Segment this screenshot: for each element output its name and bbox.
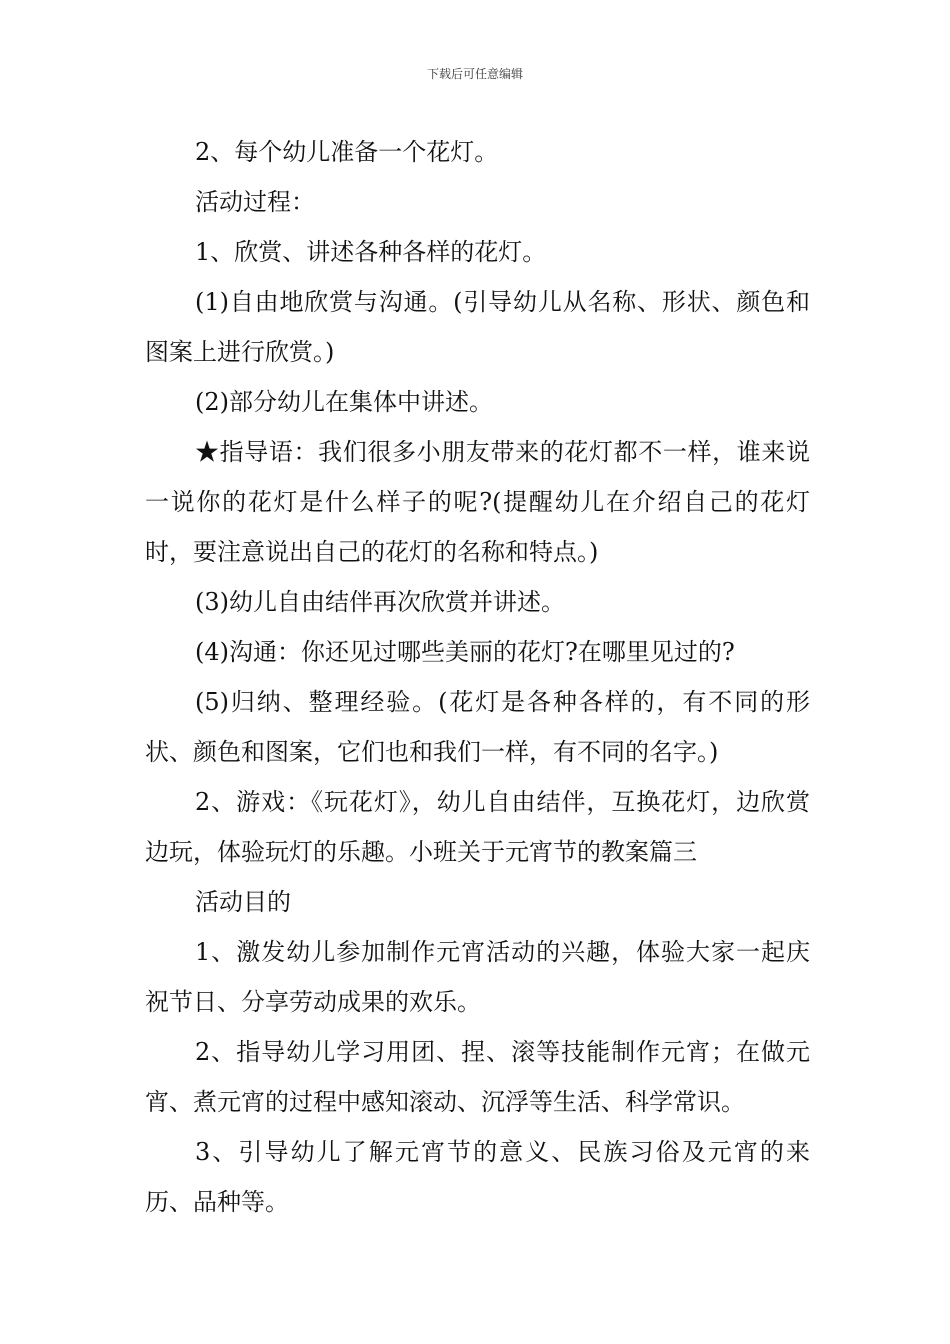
paragraph-substep-3: (3)幼儿自由结伴再次欣赏并讲述。	[195, 588, 565, 616]
paragraph-objectives-heading: 活动目的	[195, 888, 291, 916]
paragraph-substep-2: (2)部分幼儿在集体中讲述。	[195, 388, 493, 416]
paragraph-step-1: 1、欣赏、讲述各种各样的花灯。	[195, 238, 547, 266]
paragraph-substep-1: (1)自由地欣赏与沟通。(引导幼儿从名称、形状、颜色和图案上进行欣赏。)	[145, 288, 810, 366]
page-header-note: 下载后可任意编辑	[426, 67, 523, 81]
paragraph-step-2-game: 2、游戏：《玩花灯》，幼儿自由结伴，互换花灯，边欣赏边玩，体验玩灯的乐趣。小班关于元宵节的教案篇三	[145, 788, 810, 866]
paragraph-materials: 2、每个幼儿准备一个花灯。	[195, 138, 499, 166]
paragraph-objective-1: 1、激发幼儿参加制作元宵活动的兴趣，体验大家一起庆祝节日、分享劳动成果的欢乐。	[145, 938, 810, 1016]
paragraph-process-heading: 活动过程：	[195, 188, 315, 216]
paragraph-substep-5: (5)归纳、整理经验。(花灯是各种各样的，有不同的形状、颜色和图案，它们也和我们一样，有不同的名字。)	[145, 688, 810, 766]
paragraph-guidance: ★指导语：我们很多小朋友带来的花灯都不一样，谁来说一说你的花灯是什么样子的呢?(提醒幼儿在介绍自己的花灯时，要注意说出自己的花灯的名称和特点。)	[145, 438, 810, 566]
document-body	[145, 127, 810, 1227]
paragraph-objective-3: 3、引导幼儿了解元宵节的意义、民族习俗及元宵的来历、品种等。	[145, 1138, 810, 1216]
paragraph-substep-4: (4)沟通：你还见过哪些美丽的花灯?在哪里见过的?	[195, 638, 735, 666]
paragraph-objective-2: 2、指导幼儿学习用团、捏、滚等技能制作元宵；在做元宵、煮元宵的过程中感知滚动、沉浮等生活、科学常识。	[145, 1038, 810, 1116]
